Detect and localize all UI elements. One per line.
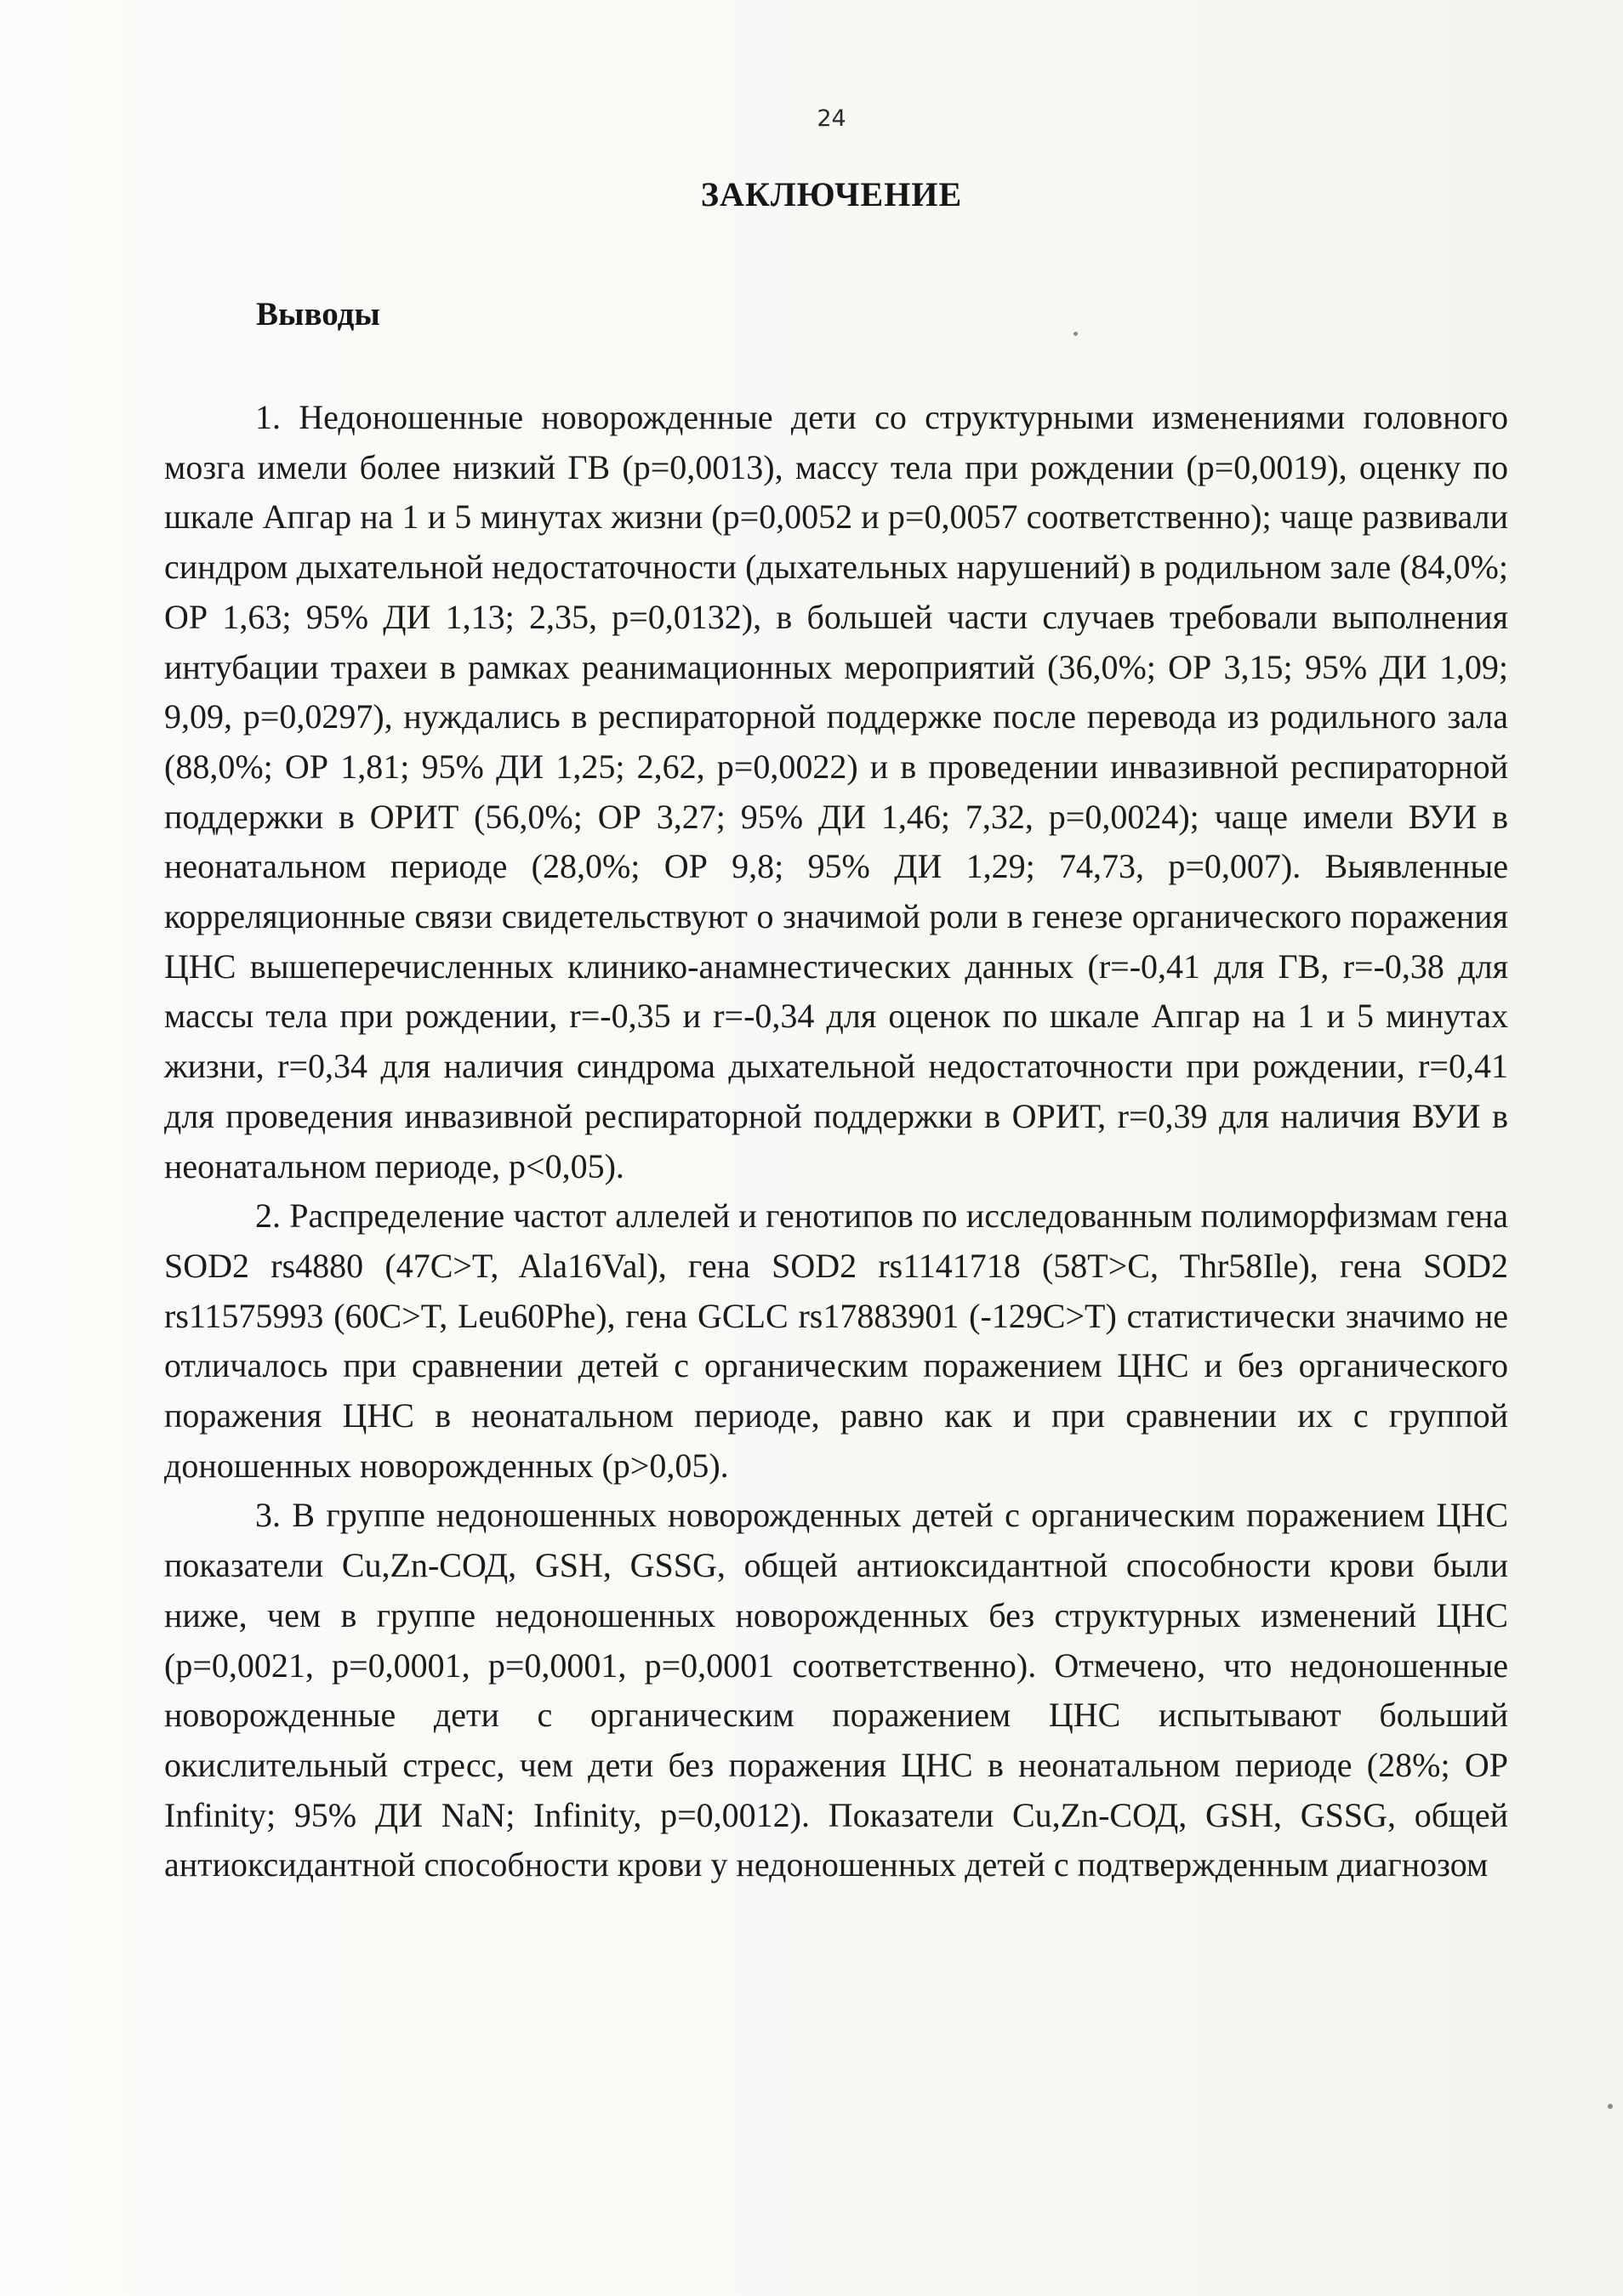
body-text: [164, 393, 1508, 1890]
conclusion-item-2: 2. Распределение частот аллелей и генотипов по исследованным полиморфизмам гена SOD2 rs4880 (47C>T, Ala16Val), гена SOD2 rs1141718 (58T>C, Thr58Ile), гена SOD2 rs11575993 (60C>T, Leu60Phe), гена GCLC rs17883901 (-129C>T) статистически значимо не отличалось при сравнении детей с органическим поражением ЦНС и без органического поражения ЦНС в неонатальном периоде, равно как и при сравнении их с группой доношенных новорожденных (p>0,05).: [164, 1196, 1508, 1485]
conclusion-item-1: 1. Недоношенные новорожденные дети со структурными изменениями головного мозга имели более низкий ГВ (p=0,0013), массу тела при рождении (p=0,0019), оценку по шкале Апгар на 1 и 5 минутах жизни (p=0,0052 и p=0,0057 соответственно); чаще развивали синдром дыхательной недостаточности (дыхательных нарушений) в родильном зале (84,0%; ОР 1,63; 95% ДИ 1,13; 2,35, p=0,0132), в большей части случаев требовали выполнения интубации трахеи в рамках реанимационных мероприятий (36,0%; ОР 3,15; 95% ДИ 1,09; 9,09, p=0,0297), нуждались в респираторной поддержке после перевода из родильного зала (88,0%; ОР 1,81; 95% ДИ 1,25; 2,62, p=0,0022) и в проведении инвазивной респираторной поддержки в ОРИТ (56,0%; ОР 3,27; 95% ДИ 1,46; 7,32, p=0,0024); чаще имели ВУИ в неонатальном периоде (28,0%; ОР 9,8; 95% ДИ 1,29; 74,73, p=0,007). Выявленные корреляционные связи свидетельствуют о значимой роли в генезе органического поражения ЦНС вышеперечисленных клинико-анамнестических данных (r=-0,41 для ГВ, r=-0,38 для массы тела при рождении, r=-0,35 и r=-0,34 для оценок по шкале Апгар на 1 и 5 минутах жизни, r=0,34 для наличия синдрома дыхательной недостаточности при рождении, r=0,41 для проведения инвазивной респираторной поддержки в ОРИТ, r=0,39 для наличия ВУИ в неонатальном периоде, p<0,05).: [164, 398, 1508, 1185]
page-number: 24: [817, 105, 846, 132]
conclusion-item-3: 3. В группе недоношенных новорожденных детей с органическим поражением ЦНС показатели Cu,Zn-СОД, GSH, GSSG, общей антиоксидантной способности крови были ниже, чем в группе недоношенных новорожденных без структурных изменений ЦНС (p=0,0021, p=0,0001, p=0,0001, p=0,0001 соответственно). Отмечено, что недоношенные новорожденные дети с органическим поражением ЦНС испытывают больший окислительный стресс, чем дети без поражения ЦНС в неонатальном периоде (28%; ОР Infinity; 95% ДИ NaN; Infinity, p=0,0012). Показатели Cu,Zn-СОД, GSH, GSSG, общей антиоксидантной способности крови у недоношенных детей с подтвержденным диагнозом: [164, 1496, 1508, 1884]
scan-speck: [1073, 332, 1078, 336]
scan-speck: [1608, 2104, 1613, 2109]
section-heading: ЗАКЛЮЧЕНИЕ: [700, 175, 963, 213]
subsection-heading: Выводы: [256, 296, 380, 332]
